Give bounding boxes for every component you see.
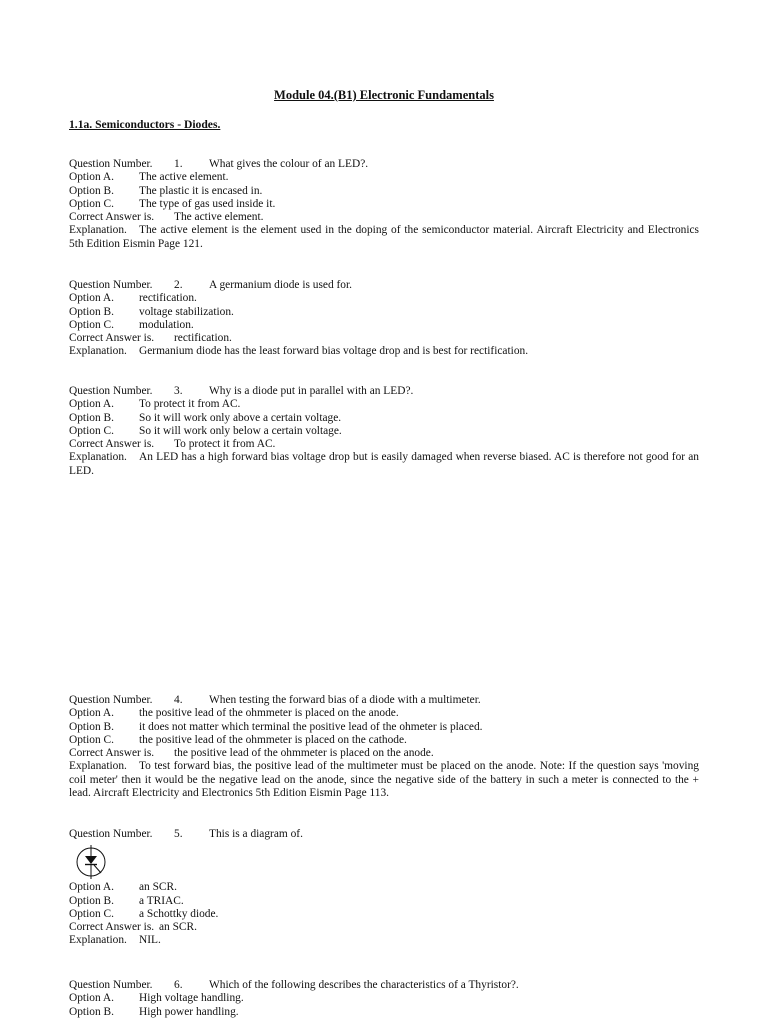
question-number: 3. (174, 385, 183, 397)
option-b-label: Option B. (69, 184, 114, 197)
question-number: 2. (174, 279, 183, 291)
correct-answer-text: an SCR. (159, 921, 197, 934)
correct-answer-text: rectification. (174, 332, 232, 345)
explanation-text: Germanium diode has the least forward bias voltage drop and is best for rectification. (139, 345, 529, 358)
question-number-label: Question Number. (69, 828, 153, 840)
question-text: A germanium diode is used for. (209, 279, 352, 291)
option-a-label: Option A. (69, 881, 114, 894)
question-block-6 (69, 979, 699, 1019)
scr-diagram (69, 841, 699, 881)
option-b-label: Option B. (69, 305, 114, 318)
question-text: Why is a diode put in parallel with an LED?. (209, 385, 414, 397)
explanation-text: The active element is the element used in the doping of the semiconductor material. Aircraft Electricity and Electronics 5th Edition Eismin Page 121. (69, 224, 699, 250)
option-a-text: To protect it from AC. (139, 398, 241, 411)
question-number-label: Question Number. (69, 158, 153, 170)
explanation-text: An LED has a high forward bias voltage drop but is easily damaged when reverse biased. AC is therefore not good for an LED. (69, 451, 699, 477)
explanation-text: NIL. (139, 934, 161, 947)
question-block-1 (69, 158, 699, 251)
question-text: This is a diagram of. (209, 828, 303, 840)
question-number-label: Question Number. (69, 694, 153, 706)
correct-answer-label: Correct Answer is. (69, 921, 155, 934)
correct-answer-label: Correct Answer is. (69, 747, 155, 760)
option-c-label: Option C. (69, 197, 114, 210)
correct-answer-text: The active element. (174, 211, 264, 224)
correct-answer-label: Correct Answer is. (69, 332, 155, 345)
option-a-label: Option A. (69, 292, 114, 305)
option-b-text: The plastic it is encased in. (139, 184, 263, 197)
explanation-label: Explanation. (69, 451, 127, 464)
option-c-label: Option C. (69, 318, 114, 331)
question-text: Which of the following describes the characteristics of a Thyristor?. (209, 979, 519, 991)
option-b-label: Option B. (69, 411, 114, 424)
correct-answer-label: Correct Answer is. (69, 438, 155, 451)
question-number: 5. (174, 828, 183, 840)
correct-answer-label: Correct Answer is. (69, 211, 155, 224)
option-a-text: rectification. (139, 292, 197, 305)
option-c-text: modulation. (139, 318, 194, 331)
option-c-label: Option C. (69, 733, 114, 746)
option-c-label: Option C. (69, 907, 114, 920)
question-text: What gives the colour of an LED?. (209, 158, 369, 170)
option-c-text: the positive lead of the ohmmeter is placed on the cathode. (139, 733, 407, 746)
question-block-4 (69, 694, 699, 800)
correct-answer-text: To protect it from AC. (174, 438, 276, 451)
scr-symbol-icon (73, 845, 109, 879)
question-number-label: Question Number. (69, 979, 153, 991)
question-number: 6. (174, 979, 183, 991)
option-a-label: Option A. (69, 707, 114, 720)
option-a-text: The active element. (139, 171, 229, 184)
document-title: Module 04.(B1) Electronic Fundamentals (274, 88, 494, 102)
option-a-label: Option A. (69, 992, 114, 1005)
question-number-label: Question Number. (69, 385, 153, 397)
correct-answer-text: the positive lead of the ohmmeter is placed on the anode. (174, 747, 434, 760)
question-number-label: Question Number. (69, 279, 153, 291)
option-b-text: voltage stabilization. (139, 305, 234, 318)
explanation-text: To test forward bias, the positive lead of the multimeter must be placed on the anode. Note: If the question says 'moving coil meter' then it would be the negative lead on the anode, since the negative side of the battery in such a meter is connected to the + lead. Aircraft Electricity and Electronics 5th Edition Eismin Page 113. (69, 760, 699, 800)
option-b-label: Option B. (69, 1005, 114, 1018)
question-block-3 (69, 385, 699, 478)
question-text: When testing the forward bias of a diode with a multimeter. (209, 694, 481, 706)
option-a-text: the positive lead of the ohmmeter is placed on the anode. (139, 707, 399, 720)
option-c-text: a Schottky diode. (139, 907, 219, 920)
option-b-label: Option B. (69, 720, 114, 733)
option-b-text: High power handling. (139, 1005, 239, 1018)
option-c-text: The type of gas used inside it. (139, 197, 276, 210)
section-heading: 1.1a. Semiconductors - Diodes. (69, 118, 221, 131)
option-a-text: High voltage handling. (139, 992, 244, 1005)
question-block-5 (69, 828, 699, 948)
option-a-label: Option A. (69, 398, 114, 411)
option-b-text: it does not matter which terminal the positive lead of the ohmeter is placed. (139, 720, 483, 733)
explanation-label: Explanation. (69, 934, 127, 947)
question-number: 1. (174, 158, 183, 170)
explanation-label: Explanation. (69, 345, 127, 358)
explanation-label: Explanation. (69, 224, 127, 237)
question-block-2 (69, 279, 699, 359)
option-c-label: Option C. (69, 424, 114, 437)
option-b-text: a TRIAC. (139, 894, 184, 907)
option-a-text: an SCR. (139, 881, 177, 894)
question-number: 4. (174, 694, 183, 706)
option-a-label: Option A. (69, 171, 114, 184)
option-c-text: So it will work only below a certain voltage. (139, 424, 342, 437)
option-b-text: So it will work only above a certain voltage. (139, 411, 342, 424)
option-b-label: Option B. (69, 894, 114, 907)
explanation-label: Explanation. (69, 760, 127, 773)
